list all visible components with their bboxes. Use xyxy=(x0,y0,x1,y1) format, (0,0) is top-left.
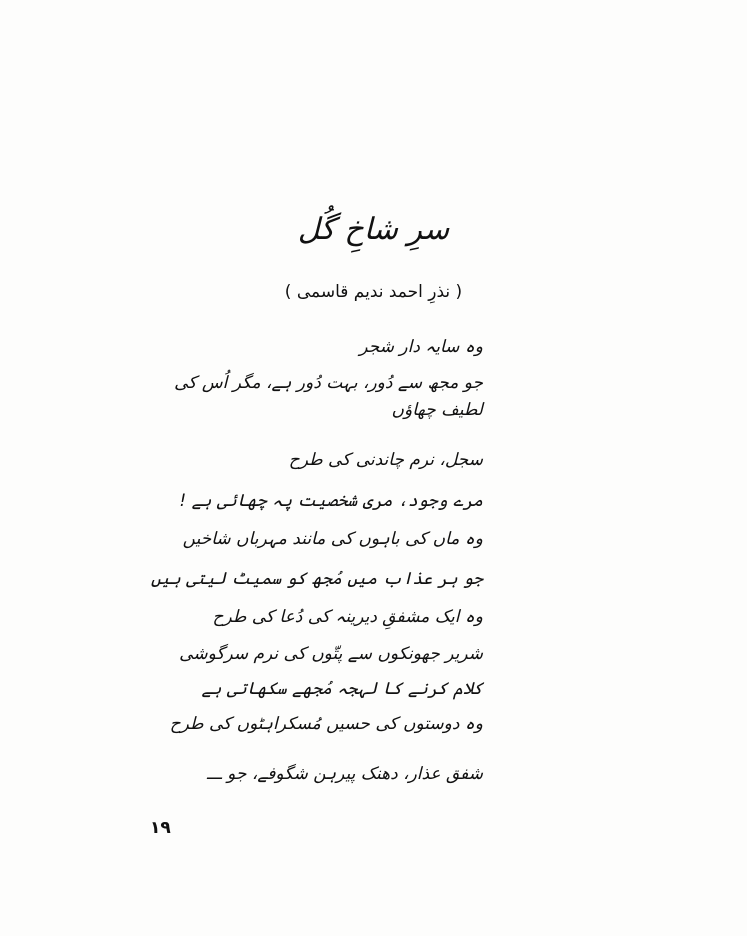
poem-line: وہ سایہ دار شجر xyxy=(359,337,483,357)
poem-dedication: ( نذرِ احمد ندیم قاسمی ) xyxy=(284,282,463,302)
page-number: ۱۹ xyxy=(150,818,171,838)
poem-line: وہ ایک مشفقِ دیرینہ کی دُعا کی طرح xyxy=(212,607,483,627)
poem-title: سرِ شاخِ گُل xyxy=(297,212,450,247)
poem-line: شفق عذار، دھنک پیرہن شگوفے، جو ـــ xyxy=(206,764,483,784)
poem-line: وہ ماں کی باہوں کی مانند مہرباں شاخیں xyxy=(182,529,483,549)
poem-line: کلام کرنے کا لہجہ مُجھے سکھاتی ہے xyxy=(201,679,483,699)
poem-line: لطیف چھاؤں xyxy=(391,400,483,420)
poem-line: شریر جھونکوں سے پتّوں کی نرم سرگوشی xyxy=(179,644,483,664)
poem-line: جو مجھ سے دُور، بہت دُور ہے، مگر اُس کی xyxy=(174,373,483,393)
poem-line: وہ دوستوں کی حسیں مُسکراہٹوں کی طرح xyxy=(169,714,483,734)
poem-line: جو ہر عذاب میں مُجھ کو سمیٹ لیتی ہیں xyxy=(150,569,483,589)
poem-line: سجل، نرم چاندنی کی طرح xyxy=(288,450,483,470)
poem-line: مرے وجود، مری شخصیت پہ چھائی ہے ! xyxy=(179,491,483,511)
